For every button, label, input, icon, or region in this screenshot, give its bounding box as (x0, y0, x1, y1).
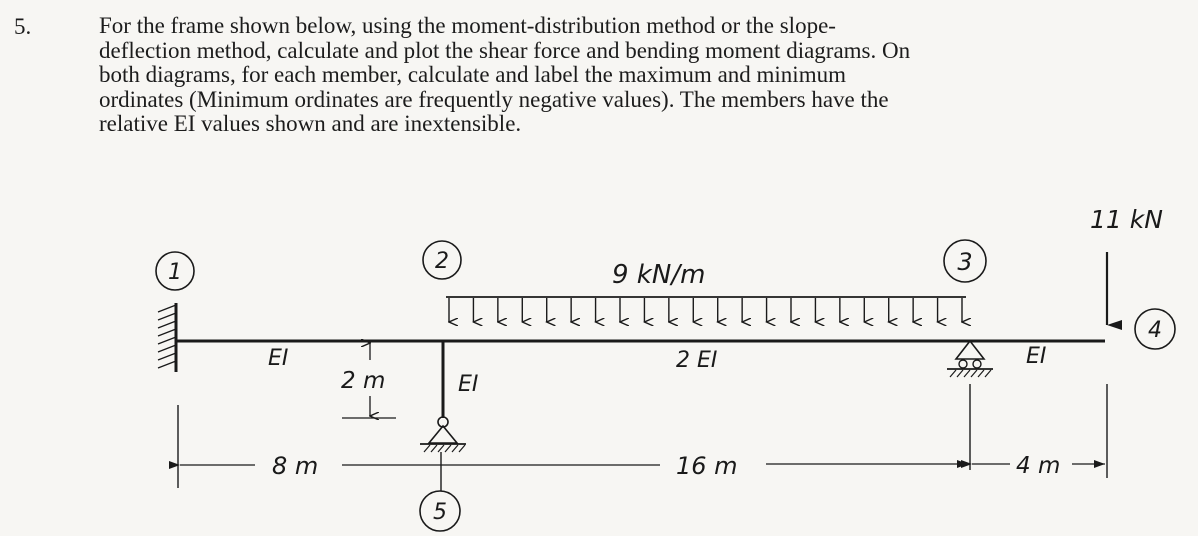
member-23-ei-label: 2 EI (676, 348, 718, 373)
point-load-label: 11 kN (1090, 205, 1163, 234)
node-2-marker (423, 241, 461, 279)
member-25-ei-label: EI (458, 372, 479, 397)
distributed-load-label: 9 kN/m (612, 260, 706, 290)
problem-line: ordinates (Minimum ordinates are frequently negative values). The members have the (99, 86, 889, 112)
problem-number: 5. (14, 14, 32, 39)
node-4-marker (1135, 309, 1175, 349)
member-34-ei-label: EI (1026, 344, 1047, 369)
node-2-label: 2 (435, 249, 449, 274)
roller-support-3 (947, 341, 993, 377)
span-23-label: 16 m (676, 452, 738, 480)
problem-line: relative EI values shown and are inextensible. (99, 111, 522, 136)
span-34-label: 4 m (1016, 453, 1061, 479)
node-1-label: 1 (168, 260, 182, 285)
node-1-marker (156, 252, 194, 290)
node-3-label: 3 (957, 248, 973, 276)
problem-line: deflection method, calculate and plot the shear force and bending moment diagrams. On (99, 37, 911, 63)
problem-line: For the frame shown below, using the moment-distribution method or the slope- (99, 13, 836, 38)
problem-line: both diagrams, for each member, calculate and label the maximum and minimum (99, 62, 846, 87)
node-5-marker (420, 491, 460, 531)
distributed-load (446, 297, 966, 322)
node-5-label: 5 (433, 500, 447, 525)
height-dimension-label: 2 m (341, 368, 386, 394)
node-4-label: 4 (1148, 318, 1162, 343)
node-3-marker (944, 240, 986, 282)
fixed-support-1 (158, 303, 176, 372)
pin-support-5 (420, 417, 466, 452)
member-12-ei-label: EI (268, 346, 289, 371)
span-12-label: 8 m (272, 452, 319, 480)
